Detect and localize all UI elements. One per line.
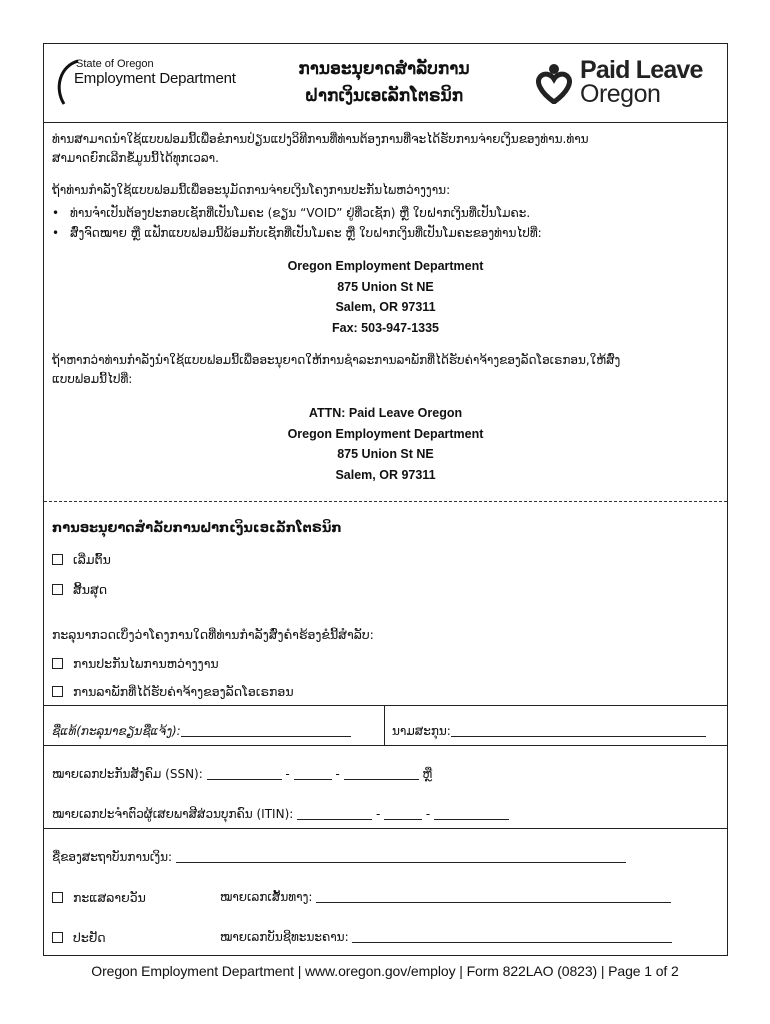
account-number-field[interactable]: ໝາຍເລກບັນຊີທະນະຄານ: [220, 930, 672, 944]
checkbox-icon[interactable] [52, 892, 63, 903]
pl-logo-line1: Paid Leave [580, 56, 703, 84]
intro-paragraph-1: ທ່ານສາມາດນໍາໃຊ້ແບບຟອມນີ້ເພື່ອຂໍການປ່ຽນແປງວິທີການທີ່ທ່ານຕ້ອງການທີ່ຈະໄດ້ຮັບການຈ່າຍເງິນຂອງທ່ານ.ທ່ານ ສາມາດຍົກເລີກຂໍ້ມູນນີ້ໄດ້ທຸກເວລາ. [52, 132, 589, 165]
program-prompt: ກະລຸນາກວດເບິ່ງວ່າໂຄງການໃດທີ່ທ່ານກຳລັງສົ່ງຄໍາຮ້ອງຂໍນີ້ສຳລັບ: [52, 627, 374, 642]
divider [44, 745, 727, 746]
address-block-1: Oregon Employment Department 875 Union St NE Salem, OR 97311 Fax: 503-947-1335 [287, 259, 484, 335]
savings-checkbox[interactable]: ປະຢັດ [52, 930, 106, 945]
last-name-field[interactable]: ນາມສະກຸນ: [392, 724, 706, 738]
checkbox-icon[interactable] [52, 686, 63, 697]
cut-line [44, 501, 727, 502]
itin-field[interactable]: ໝາຍເລກປະຈໍາຕົວຜູ້ເສຍພາສີສ່ວນບຸກຄົນ (ITIN): - - [52, 807, 509, 821]
auth-section-title: ການອະນຸຍາດສຳລັບການຝາກເງິນເອເລັກໂຕຣນິກ [52, 521, 342, 536]
divider [384, 705, 385, 745]
checkbox-icon[interactable] [52, 554, 63, 565]
state-of-oregon-logo [52, 58, 252, 106]
title-line1: ການອະນຸຍາດສຳລັບການ [298, 59, 470, 79]
page-footer: Oregon Employment Department | www.oregon.gov/employ | Form 822LAO (0823) | Page 1 of 2 [91, 963, 679, 979]
intro-paragraph-3: ຖ້າຫາກວ່າທ່ານກຳລັງນຳໃຊ້ແບບຟອມນີ້ເພື່ອອະນຸຍາດໃຫ້ການຊຳລະການລາພັກທີ່ໄດ້ຮັບຄ່າຈ້າງຂອງລັດໂອເຣກອນ,ໃຫ້ສົ່ງ ແບບຟອມນີ້ໄປທີ່: [52, 353, 621, 386]
divider [44, 705, 727, 706]
address-block-2: ATTN: Paid Leave Oregon Oregon Employment Department 875 Union St NE Salem, OR 97311 [287, 406, 484, 482]
bullet-item: • ສົ່ງຈົດໝາຍ ຫຼື ແຟັກແບບຟອມນີ້ພ້ອມກັບເຊັກທີ່ເປັນໂມຄະ ຫຼື ໃບຝາກເງິນທີ່ເປັນໂມຄະຂອງທ່ານໄປທີ່: [70, 224, 542, 243]
title-line2: ຝາກເງິນເອເລັກໂຕຣນິກ [304, 86, 464, 106]
checkbox-icon[interactable] [52, 932, 63, 943]
routing-number-field[interactable]: ໝາຍເລກເສັ້ນທາງ: [220, 890, 671, 904]
checking-checkbox[interactable]: ກະແສລາຍວັນ [52, 890, 146, 905]
form-page [43, 43, 728, 956]
bullet-item: • ທ່ານຈໍາເປັນຕ້ອງປະກອບເຊັກທີ່ເປັນໂມຄະ (ຂຽນ “VOID” ຢູ່ທີ່ວເຊັກ) ຫຼື ໃບຝາກເງິນທີ່ເປັນໂມຄະ. [70, 204, 530, 223]
checkbox-icon[interactable] [52, 658, 63, 669]
first-name-field[interactable]: ຊື່ແທ້(ກະລຸນາຂຽນຊື່ແຈ້ງ): [52, 724, 351, 738]
checkbox-icon[interactable] [52, 584, 63, 595]
end-checkbox[interactable]: ສິ້ນສຸດ [52, 582, 107, 597]
unemployment-checkbox[interactable]: ການປະກັນໄພການຫວ່າງງານ [52, 656, 219, 671]
intro-paragraph-2: ຖ້າທ່ານກຳລັງໃຊ້ແບບຟອມນີ້ເພື່ອອະນຸມັດການຈ່າຍເງິນໂຄງການປະກັນໄພຫວ່າງງານ: [52, 183, 451, 197]
form-title [259, 56, 509, 110]
logo-line2: Employment Department [74, 70, 236, 87]
ssn-field[interactable]: ໝາຍເລກປະກັນສັງຄົມ (SSN): - - ຫຼື [52, 767, 433, 781]
form-header [44, 44, 727, 123]
paid-leave-oregon-logo [536, 56, 726, 112]
bank-name-field[interactable]: ຊື່ຂອງສະຖາບັນການເງິນ: [52, 850, 626, 864]
heart-icon [536, 62, 572, 104]
logo-line1: State of Oregon [76, 58, 154, 70]
pl-logo-line2: Oregon [580, 80, 661, 108]
paid-leave-checkbox[interactable]: ການລາພັກທີ່ໄດ້ຮັບຄ່າຈ້າງຂອງລັດໂອເຣກອນ [52, 684, 294, 699]
divider [44, 828, 727, 829]
start-checkbox[interactable]: ເລີ່ມຕົ້ນ [52, 552, 111, 567]
